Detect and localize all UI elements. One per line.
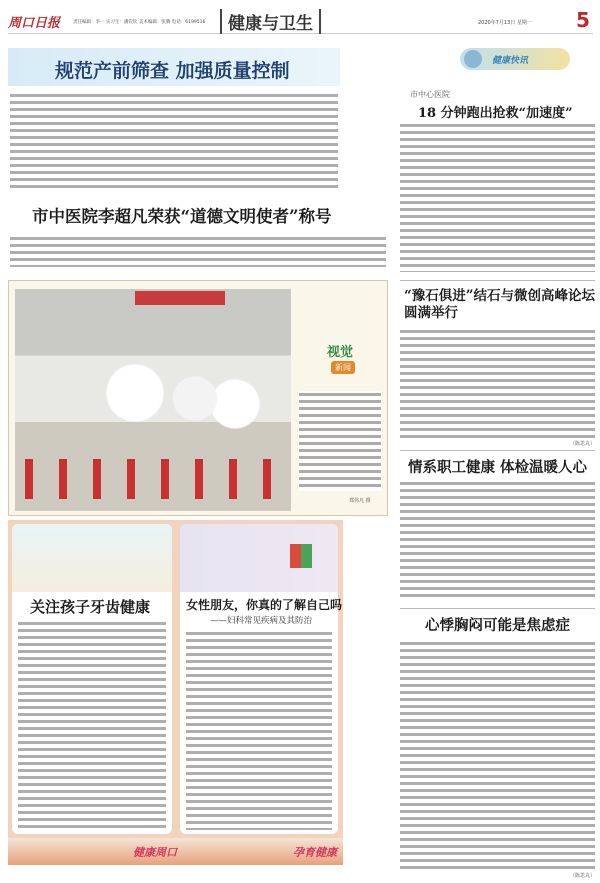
women-panel (180, 524, 343, 834)
people-group (75, 349, 275, 459)
editor-line: 责任编辑：李一 实习生：潘钦钦 美术编辑：张腾 电话：6199516 (73, 20, 206, 25)
divider (400, 280, 595, 281)
headline-teeth: 关注孩子牙齿健康 (30, 598, 151, 616)
headline-anxiety: 心悸胸闷可能是焦虑症 (425, 617, 570, 634)
masthead (8, 8, 593, 34)
divider (400, 608, 595, 609)
nurse-icon (464, 50, 482, 68)
news-photo (15, 289, 291, 511)
headline-forum-text: “豫石俱进”结石与微创高峰论坛圆满举行 (404, 288, 596, 321)
visual-label: 视觉 (327, 345, 354, 360)
banner-in-photo (135, 291, 225, 305)
headline-ecmo: 18 分钟跑出抢救“加速度” (418, 106, 573, 121)
divider (400, 450, 595, 451)
feature-section (8, 520, 343, 865)
newspaper-logo: 周口日报 (8, 16, 61, 31)
byline: （陈思丸） (570, 441, 596, 447)
body-text (18, 620, 166, 830)
headline-li-chaofan: 市中医院李超凡荣获“道德文明使者”称号 (32, 207, 332, 226)
badge-label: 健康快讯 (492, 56, 529, 66)
byline: （陈思丸） (570, 873, 596, 879)
footer-right-label: 孕育健康 (293, 846, 337, 859)
photo-news-box (8, 280, 388, 516)
issue-date: 2020年7月13日 星期一 (478, 20, 532, 26)
news-label: 新闻 (331, 361, 355, 374)
footer-left-label: 健康周口 (133, 846, 177, 859)
headline-checkup: 情系职工健康 体检温暖人心 (408, 459, 588, 476)
body-text (400, 480, 595, 600)
footer-band (8, 838, 343, 865)
body-text (10, 92, 338, 192)
photo-credit: 郑伟凡 摄 (349, 498, 371, 504)
teeth-illustration (12, 524, 172, 592)
photo-caption (299, 391, 381, 491)
extinguisher-row (25, 459, 285, 499)
body-text (400, 122, 595, 272)
gift-box-icon (290, 544, 312, 568)
headline-women: 女性朋友，你真的了解自己吗 (186, 598, 343, 612)
body-text (400, 640, 595, 870)
body-text (10, 235, 386, 267)
kicker-ecmo: 市中心医院 (410, 90, 450, 99)
headline-forum (404, 288, 599, 322)
page-number: 5 (576, 8, 590, 32)
section-title: 健康与卫生 (220, 9, 321, 34)
women-illustration (180, 524, 338, 592)
teeth-panel (12, 524, 172, 834)
health-news-badge (460, 48, 570, 70)
body-text (186, 630, 332, 830)
body-text (400, 328, 595, 440)
subtitle-women: ——妇科常见疾病及其防治 (210, 616, 313, 626)
banner-headline: 规范产前筛查 加强质量控制 (55, 60, 290, 82)
